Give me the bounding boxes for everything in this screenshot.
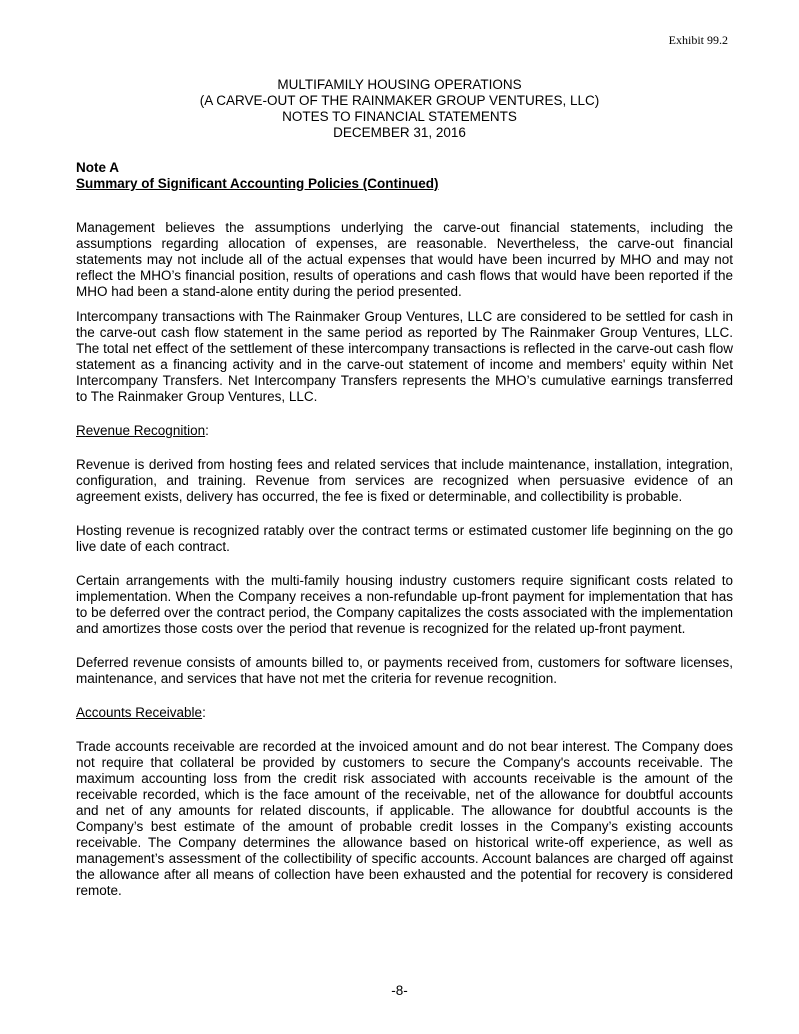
- header-line-carveout: (A CARVE-OUT OF THE RAINMAKER GROUP VENTURES, LLC): [199, 93, 600, 108]
- note-label: Note A: [76, 160, 119, 175]
- paragraph-revenue-derived: Revenue is derived from hosting fees and related services that include maintenance, installation, integration, configuration, and training. Revenue from services are recognized when persuasive evidence of an agreement exists, delivery has occurred, the fee is fixed or determinable, and collectibility is probable.: [76, 457, 733, 504]
- note-title: Summary of Significant Accounting Policies (Continued): [76, 176, 439, 191]
- section-heading-revenue: [76, 423, 733, 439]
- page-number: -8-: [391, 983, 408, 998]
- revenue-heading-text: Revenue Recognition: [76, 423, 206, 438]
- receivable-heading-text: Accounts Receivable: [76, 705, 203, 720]
- paragraph-implementation-costs: Certain arrangements with the multi-family housing industry customers require significant costs related to implementation. When the Company receives a non-refundable up-front payment for implementation that has to be deferred over the contract period, the Company capitalizes the costs associated with the implementation and amortizes those costs over the period that revenue is recognized for the related up-front payment.: [76, 573, 733, 636]
- header-line-notes: NOTES TO FINANCIAL STATEMENTS: [282, 109, 517, 124]
- receivable-heading-colon: :: [202, 705, 206, 720]
- header-line-company: MULTIFAMILY HOUSING OPERATIONS: [277, 77, 522, 92]
- revenue-heading-colon: :: [205, 423, 209, 438]
- paragraph-deferred-revenue: Deferred revenue consists of amounts billed to, or payments received from, customers for software licenses, maintenance, and services that have not met the criteria for revenue recognition.: [76, 655, 733, 686]
- paragraph-hosting-revenue: Hosting revenue is recognized ratably over the contract terms or estimated customer life beginning on the go live date of each contract.: [76, 523, 733, 554]
- document-body: [76, 160, 733, 899]
- document-header: [0, 77, 799, 141]
- exhibit-label: Exhibit 99.2: [668, 33, 728, 47]
- section-heading-receivable: [76, 705, 733, 721]
- paragraph-intercompany: Intercompany transactions with The Rainmaker Group Ventures, LLC are considered to be settled for cash in the carve-out cash flow statement in the same period as reported by The Rainmaker Group Ventures, LLC. The total net effect of the settlement of these intercompany transactions is reflected in the carve-out cash flow statement as a financing activity and in the carve-out statement of income and members' equity within Net Intercompany Transfers. Net Intercompany Transfers represents the MHO’s cumulative earnings transferred to The Rainmaker Group Ventures, LLC.: [76, 309, 733, 404]
- paragraph-trade-receivable: Trade accounts receivable are recorded at the invoiced amount and do not bear interest. The Company does not require that collateral be provided by customers to secure the Company's accounts receivable. The maximum accounting loss from the credit risk associated with accounts receivable is the amount of the receivable recorded, which is the face amount of the receivable, net of the allowance for doubtful accounts and net of any amounts for related discounts, if applicable. The allowance for doubtful accounts is the Company’s best estimate of the amount of probable credit losses in the Company’s existing accounts receivable. The Company determines the allowance based on historical write-off experience, as well as management’s assessment of the collectibility of specific accounts. Account balances are charged off against the allowance after all means of collection have been exhausted and the potential for recovery is considered remote.: [76, 739, 733, 898]
- header-line-date: DECEMBER 31, 2016: [333, 125, 466, 140]
- paragraph-management: Management believes the assumptions underlying the carve-out financial statements, including the assumptions regarding allocation of expenses, are reasonable. Nevertheless, the carve-out financial statements may not include all of the actual expenses that would have been incurred by MHO and may not reflect the MHO’s financial position, results of operations and cash flows that would have been reported if the MHO had been a stand-alone entity during the period presented.: [76, 220, 733, 299]
